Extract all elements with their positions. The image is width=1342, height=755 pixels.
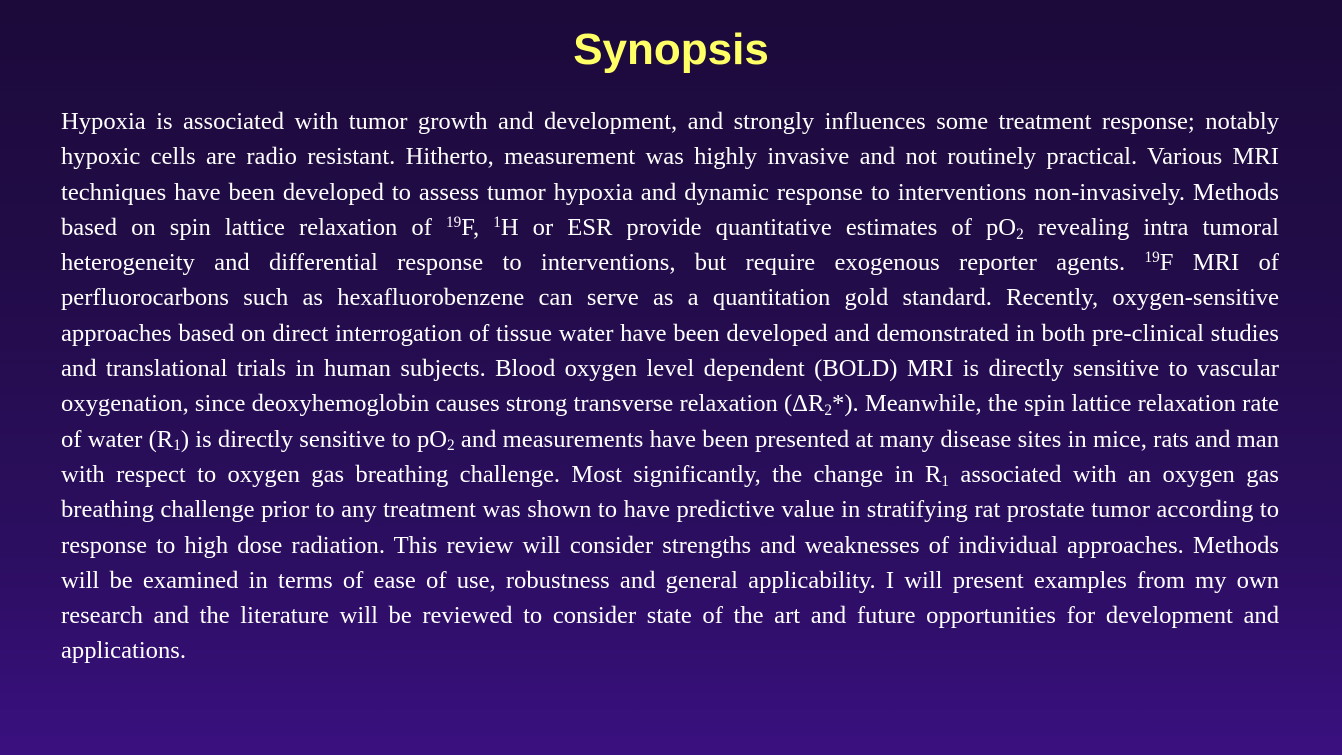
text-run: H or ESR provide quantitative estimates of pO	[500, 213, 1017, 241]
text-run: Hypoxia is associated with tumor growth and development, and strongly influences some treatment response; notably hypoxic cells are radio resistant. Hitherto, measurement was highly invasive and not routinely practical. Various MRI techniques have been developed to assess tumor hypoxia and dynamic response to interventions non-invasively. Methods based on spin lattice relaxation of	[61, 108, 1279, 241]
superscript-19: 19	[1144, 248, 1160, 266]
subscript-1: 1	[173, 437, 181, 455]
text-run: revealing intra tumoral heterogeneity and differential response to interventions, but require exogenous reporter agents.	[61, 213, 1279, 277]
text-run: ) is directly sensitive to pO	[180, 425, 448, 453]
slide-title: Synopsis	[573, 25, 769, 74]
text-run: F MRI of perfluorocarbons such as hexafluorobenzene can serve as a quantitation gold standard. Recently, oxygen-sensitive approaches based on direct interrogation of tissue water have been developed and demonstrated in both pre-clinical studies and translational trials in human subjects. Blood oxygen level dependent (BOLD) MRI is directly sensitive to vascular oxygenation, since deoxyhemoglobin causes strong transverse relaxation (ΔR	[61, 249, 1279, 418]
text-run: and measurements have been presented at many disease sites in mice, rats and man with respect to oxygen gas breathing challenge. Most significantly, the change in R	[61, 425, 1279, 488]
superscript-1: 1	[493, 213, 501, 231]
text-run: associated with an oxygen gas breathing challenge prior to any treatment was shown to have predictive value in stratifying rat prostate tumor according to response to high dose radiation. This review will consider strengths and weaknesses of individual approaches. Methods will be examined in terms of ease of use, robustness and general applicability. I will present examples from my own research and the literature will be reviewed to consider state of the art and future opportunities for development and applications.	[61, 460, 1279, 665]
text-run: F,	[461, 213, 494, 241]
text-run: *). Meanwhile, the spin lattice relaxation rate of water (R	[61, 390, 1279, 453]
synopsis-paragraph	[61, 104, 1279, 669]
subscript-2: 2	[447, 437, 455, 455]
subscript-2: 2	[824, 402, 833, 420]
subscript-2: 2	[1016, 225, 1024, 243]
superscript-19: 19	[446, 213, 462, 231]
subscript-1: 1	[941, 472, 950, 490]
